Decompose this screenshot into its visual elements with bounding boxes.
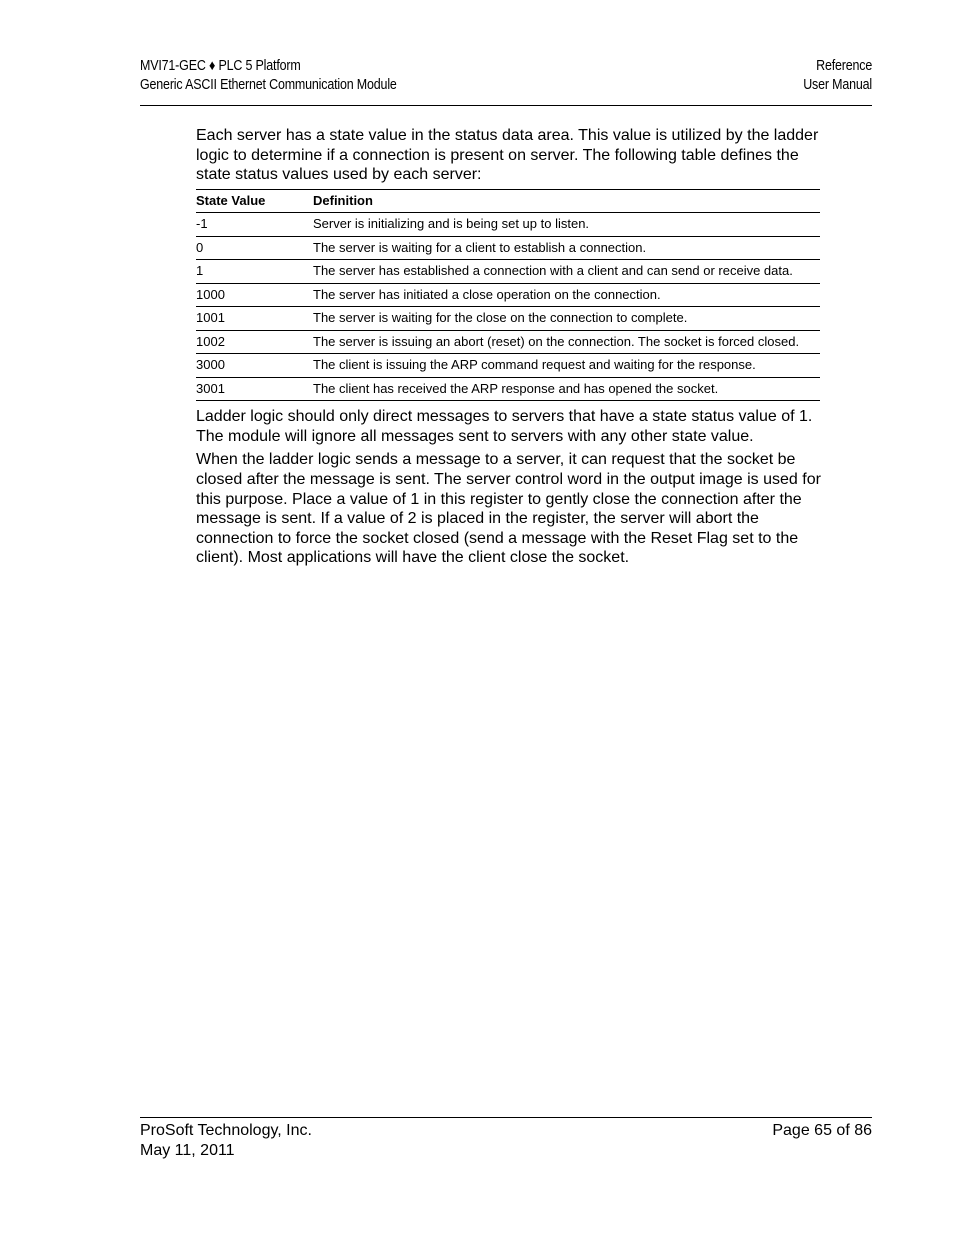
definition-cell: The server has established a connection with a client and can send or receive data. [313, 260, 820, 284]
table-header-row [196, 189, 820, 213]
definition-cell: The server is issuing an abort (reset) on the connection. The socket is forced closed. [313, 330, 820, 354]
page-footer [140, 1117, 872, 1160]
header-product: MVI71-GEC ♦ PLC 5 Platform [140, 58, 301, 74]
page-body [196, 126, 821, 568]
table-row [196, 260, 820, 284]
definition-cell: The server is waiting for a client to establish a connection. [313, 236, 820, 260]
definition-cell: The server is waiting for the close on the connection to complete. [313, 307, 820, 331]
state-value-cell: 1000 [196, 283, 313, 307]
table-row [196, 236, 820, 260]
table-row [196, 283, 820, 307]
column-header-definition: Definition [313, 189, 820, 213]
definition-cell: Server is initializing and is being set up to listen. [313, 213, 820, 237]
header-section: Reference [816, 58, 872, 74]
table-row [196, 354, 820, 378]
state-value-cell: 1002 [196, 330, 313, 354]
table-row [196, 330, 820, 354]
footer-page-number: Page 65 of 86 [772, 1122, 872, 1139]
table-row [196, 307, 820, 331]
table-row [196, 377, 820, 401]
column-header-state-value: State Value [196, 189, 313, 213]
socket-close-paragraph: When the ladder logic sends a message to a server, it can request that the socket be closed after the message is sent. The server control word in the output image is used for this purpose. Place a value of 1 in this register to gently close the connection after the message is sent. If a value of 2 is placed in the register, the server will abort the connection to force the socket closed (send a message with the Reset Flag set to the client). Most applications will have the client close the socket. [196, 451, 821, 567]
footer-date: May 11, 2011 [140, 1141, 235, 1159]
state-value-cell: 1001 [196, 307, 313, 331]
ladder-logic-paragraph: Ladder logic should only direct messages to servers that have a state status value of 1. The module will ignore all messages sent to servers with any other state value. [196, 408, 813, 445]
definition-cell: The server has initiated a close operation on the connection. [313, 283, 820, 307]
state-value-cell: 3001 [196, 377, 313, 401]
header-module: Generic ASCII Ethernet Communication Module [140, 77, 397, 93]
state-value-cell: 1 [196, 260, 313, 284]
header-doc-type: User Manual [803, 77, 872, 93]
state-value-cell: -1 [196, 213, 313, 237]
table-row [196, 213, 820, 237]
intro-paragraph: Each server has a state value in the status data area. This value is utilized by the ladder logic to determine if a connection is present on server. The following table defines the state status values used by each server: [196, 127, 819, 184]
definition-cell: The client has received the ARP response and has opened the socket. [313, 377, 820, 401]
page-header [140, 57, 872, 106]
definition-cell: The client is issuing the ARP command request and waiting for the response. [313, 354, 820, 378]
state-value-table [196, 189, 820, 402]
footer-company: ProSoft Technology, Inc. [140, 1122, 312, 1139]
state-value-cell: 3000 [196, 354, 313, 378]
state-value-cell: 0 [196, 236, 313, 260]
